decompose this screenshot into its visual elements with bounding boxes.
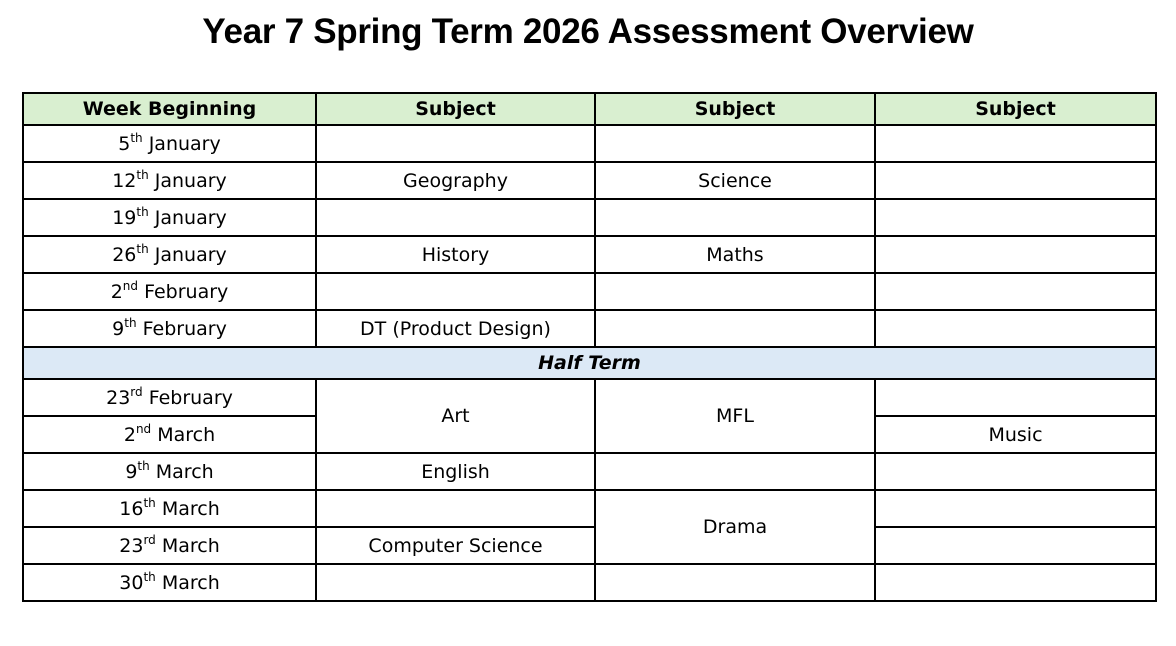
subject-cell (316, 490, 595, 527)
subject-cell (875, 273, 1156, 310)
subject-cell (875, 453, 1156, 490)
subject-cell (595, 453, 875, 490)
week-cell (23, 310, 316, 347)
subject-cell-geography: Geography (316, 162, 595, 199)
table-row (23, 310, 1156, 347)
subject-cell-drama: Drama (595, 490, 875, 564)
week-month: February (142, 317, 227, 340)
header-subject-2: Subject (595, 93, 875, 125)
week-cell (23, 273, 316, 310)
week-month: January (148, 132, 221, 155)
subject-cell (875, 490, 1156, 527)
week-cell (23, 490, 316, 527)
subject-cell (595, 273, 875, 310)
subject-cell-science: Science (595, 162, 875, 199)
week-day: 9 (125, 460, 138, 483)
week-day: 23 (119, 534, 144, 557)
table-header-row (23, 93, 1156, 125)
table-row (23, 564, 1156, 601)
week-day-suffix: rd (143, 532, 156, 547)
week-day-suffix: th (136, 241, 149, 256)
week-day: 30 (119, 571, 144, 594)
week-cell (23, 199, 316, 236)
table-row (23, 236, 1156, 273)
subject-cell (595, 125, 875, 162)
week-month: January (154, 243, 227, 266)
subject-cell-music: Music (875, 416, 1156, 453)
table-row (23, 273, 1156, 310)
subject-cell (316, 273, 595, 310)
header-subject-1: Subject (316, 93, 595, 125)
week-day-suffix: th (136, 167, 149, 182)
week-day: 9 (112, 317, 125, 340)
week-day: 23 (106, 386, 131, 409)
week-day: 19 (112, 206, 137, 229)
week-cell (23, 527, 316, 564)
week-day-suffix: th (137, 458, 150, 473)
subject-cell-history: History (316, 236, 595, 273)
week-cell (23, 236, 316, 273)
week-month: March (161, 534, 220, 557)
table-row (23, 162, 1156, 199)
subject-cell (875, 125, 1156, 162)
week-day-suffix: th (130, 130, 143, 145)
week-month: March (157, 423, 216, 446)
week-cell (23, 453, 316, 490)
week-day-suffix: nd (122, 278, 139, 293)
subject-cell (875, 527, 1156, 564)
subject-cell (875, 310, 1156, 347)
subject-cell (875, 199, 1156, 236)
week-month: March (161, 497, 220, 520)
header-subject-3: Subject (875, 93, 1156, 125)
table-row (23, 125, 1156, 162)
subject-cell (875, 379, 1156, 416)
table-row (23, 527, 1156, 564)
half-term-row (23, 347, 1156, 379)
subject-cell-mfl: MFL (595, 379, 875, 453)
subject-cell (316, 564, 595, 601)
week-month: January (154, 169, 227, 192)
week-day-suffix: nd (135, 421, 152, 436)
week-day-suffix: th (143, 495, 156, 510)
week-day: 26 (112, 243, 137, 266)
week-month: February (148, 386, 233, 409)
week-day: 5 (118, 132, 131, 155)
subject-cell (875, 564, 1156, 601)
assessment-table (22, 92, 1157, 602)
week-cell (23, 564, 316, 601)
week-day: 2 (123, 423, 136, 446)
week-month: March (155, 460, 214, 483)
week-cell (23, 162, 316, 199)
table-row (23, 453, 1156, 490)
subject-cell-maths: Maths (595, 236, 875, 273)
subject-cell (595, 564, 875, 601)
half-term-label: Half Term (23, 347, 1156, 379)
week-cell (23, 125, 316, 162)
week-day: 12 (112, 169, 137, 192)
header-week-beginning: Week Beginning (23, 93, 316, 125)
week-cell (23, 379, 316, 416)
week-day-suffix: th (124, 315, 137, 330)
week-day: 2 (110, 280, 123, 303)
table-row (23, 199, 1156, 236)
week-day-suffix: rd (130, 384, 143, 399)
week-month: March (161, 571, 220, 594)
subject-cell-english: English (316, 453, 595, 490)
subject-cell-computer-science: Computer Science (316, 527, 595, 564)
week-day-suffix: th (136, 204, 149, 219)
subject-cell (875, 236, 1156, 273)
subject-cell (316, 125, 595, 162)
page-title: Year 7 Spring Term 2026 Assessment Overview (202, 12, 974, 51)
subject-cell-dt: DT (Product Design) (316, 310, 595, 347)
subject-cell (595, 310, 875, 347)
week-month: February (144, 280, 229, 303)
table-row (23, 490, 1156, 527)
subject-cell (316, 199, 595, 236)
subject-cell-art: Art (316, 379, 595, 453)
subject-cell (595, 199, 875, 236)
week-day-suffix: th (143, 569, 156, 584)
table-row (23, 379, 1156, 416)
week-month: January (154, 206, 227, 229)
week-day: 16 (119, 497, 144, 520)
subject-cell (875, 162, 1156, 199)
week-cell (23, 416, 316, 453)
